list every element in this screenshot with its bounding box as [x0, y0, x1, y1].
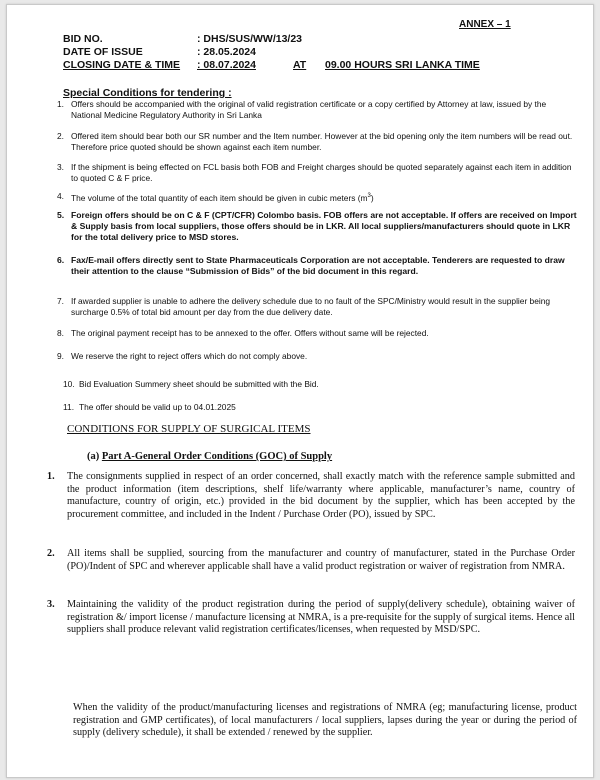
- issue-date-row: [7, 46, 593, 59]
- closing-date-value: : 08.07.2024: [197, 59, 256, 71]
- condition-4: [57, 191, 579, 204]
- part-a-title: Part A-General Order Conditions (GOC) of Supply: [101, 451, 333, 462]
- closing-at: AT: [293, 59, 307, 71]
- condition-number: 4.: [57, 191, 64, 201]
- condition-5: [57, 210, 579, 243]
- condition-number: 2.: [57, 131, 64, 141]
- condition-text: Foreign offers should be on C & F (CPT/CFR) Colombo basis. FOB offers are not acceptable. If offers are received on Import & Supply basis from local suppliers, those offers should be in LKR. All local suppliers/manufacturers should quote in LKR for the total delivery price to MSD stores.: [71, 210, 577, 242]
- condition-text: Offers should be accompanied with the original of valid registration certificate or a copy certified by Attorney at law, issued by the National Medicine Regulatory Authority in Sri Lanka: [71, 99, 547, 120]
- condition-text: Offered item should bear both our SR number and the Item number. However at the bid opening only the item numbers will be read out. Therefore price quoted should be shown against each item number.: [71, 131, 573, 152]
- issue-date-value: : 28.05.2024: [197, 46, 256, 58]
- goc-number: 1.: [47, 471, 55, 482]
- goc-number: 3.: [47, 599, 55, 610]
- surgical-conditions-title: CONDITIONS FOR SUPPLY OF SURGICAL ITEMS: [67, 423, 311, 435]
- condition-11: [63, 402, 585, 413]
- condition-number: 9.: [57, 351, 64, 361]
- document-page: [6, 4, 594, 778]
- condition-number: 6.: [57, 255, 65, 265]
- condition-number: 5.: [57, 210, 65, 220]
- condition-text: If the shipment is being effected on FCL basis both FOB and Freight charges should be quoted separately against each item in addition to quoted C & F price.: [71, 162, 572, 183]
- goc-item-1: [47, 471, 575, 521]
- goc-text: All items shall be supplied, sourcing from the manufacturer and country of manufacturer, stated in the Purchase Order (PO)/Indent of SPC and wherever applicable shall have a valid product registration or waiver of registration from NMRA.: [67, 548, 575, 572]
- condition-number: 11.: [63, 402, 75, 412]
- goc-item-3: [47, 599, 575, 637]
- condition-10: [63, 379, 585, 390]
- goc-text: The consignments supplied in respect of an order concerned, shall exactly match with the reference sample submitted and the product information (item descriptions, shelf life/warranty where applicable, manufacturer’s name, country of manufacture, country of origin, etc.) provided in the bid document by the supplier, which has been accepted by the procurement committee, and included in the Indent / Purchase Order (PO), issued by SPC.: [67, 471, 575, 520]
- condition-9: [57, 351, 579, 362]
- issue-date-label: DATE OF ISSUE: [63, 46, 143, 58]
- condition-text: The offer should be valid up to 04.01.2025: [79, 402, 236, 412]
- condition-2: [57, 131, 579, 153]
- condition-text: We reserve the right to reject offers which do not comply above.: [71, 351, 308, 361]
- condition-text: If awarded supplier is unable to adhere the delivery schedule due to no fault of the SPC/Ministry would result in the supplier being surcharge 0.5% of total bid amount per day from the due delivery date.: [71, 296, 551, 317]
- closing-paragraph: When the validity of the product/manufacturing licenses and registrations of NMRA (eg; manufacturing license, product registration and GMP certificates), of local manufacturers / local suppliers, lapses during the year or during the period of supply (delivery schedule), it shall be extended / renewed by the supplier.: [73, 702, 577, 738]
- condition-number: 1.: [57, 99, 64, 109]
- closing-time: 09.00 HOURS SRI LANKA TIME: [325, 59, 480, 71]
- condition-number: 7.: [57, 296, 64, 306]
- goc-item-2: [47, 548, 575, 573]
- bid-number-row: [7, 33, 593, 46]
- condition-text: The original payment receipt has to be annexed to the offer. Offers without same will be rejected.: [71, 328, 429, 338]
- goc-text: Maintaining the validity of the product registration during the period of supply(delivery schedule), obtaining waiver of registration &/ import license / manufacture licensing at NMRA, is a pre-requisite for the supply of surgical items. Hence all suppliers shall produce relevant valid registration certificates/licenses, when requested by MSD/SPC.: [67, 599, 575, 635]
- condition-8: [57, 328, 579, 339]
- annex-label: ANNEX – 1: [459, 19, 511, 30]
- condition-number: 10.: [63, 379, 75, 389]
- part-a-heading: [87, 451, 332, 462]
- condition-3: [57, 162, 579, 184]
- condition-7: [57, 296, 579, 318]
- condition-number: 3.: [57, 162, 64, 172]
- goc-number: 2.: [47, 548, 55, 559]
- condition-text: Fax/E-mail offers directly sent to State Pharmaceuticals Corporation are not acceptable. Tenderers are requested to draw their attention to the clause “Submission of Bids” of the bid document in this regard.: [71, 255, 565, 276]
- closing-date-row: [7, 59, 593, 72]
- part-a-prefix: (a): [87, 451, 100, 462]
- special-conditions-title: Special Conditions for tendering :: [63, 87, 232, 99]
- bid-number-label: BID NO.: [63, 33, 103, 45]
- bid-number-value: : DHS/SUS/WW/13/23: [197, 33, 303, 45]
- condition-number: 8.: [57, 328, 64, 338]
- closing-date-label: CLOSING DATE & TIME: [63, 59, 181, 71]
- condition-text: The volume of the total quantity of each item should be given in cubic meters $(m^3)$: [71, 192, 374, 203]
- condition-6: [57, 255, 579, 277]
- condition-1: [57, 99, 579, 121]
- condition-text: Bid Evaluation Summery sheet should be submitted with the Bid.: [79, 379, 319, 389]
